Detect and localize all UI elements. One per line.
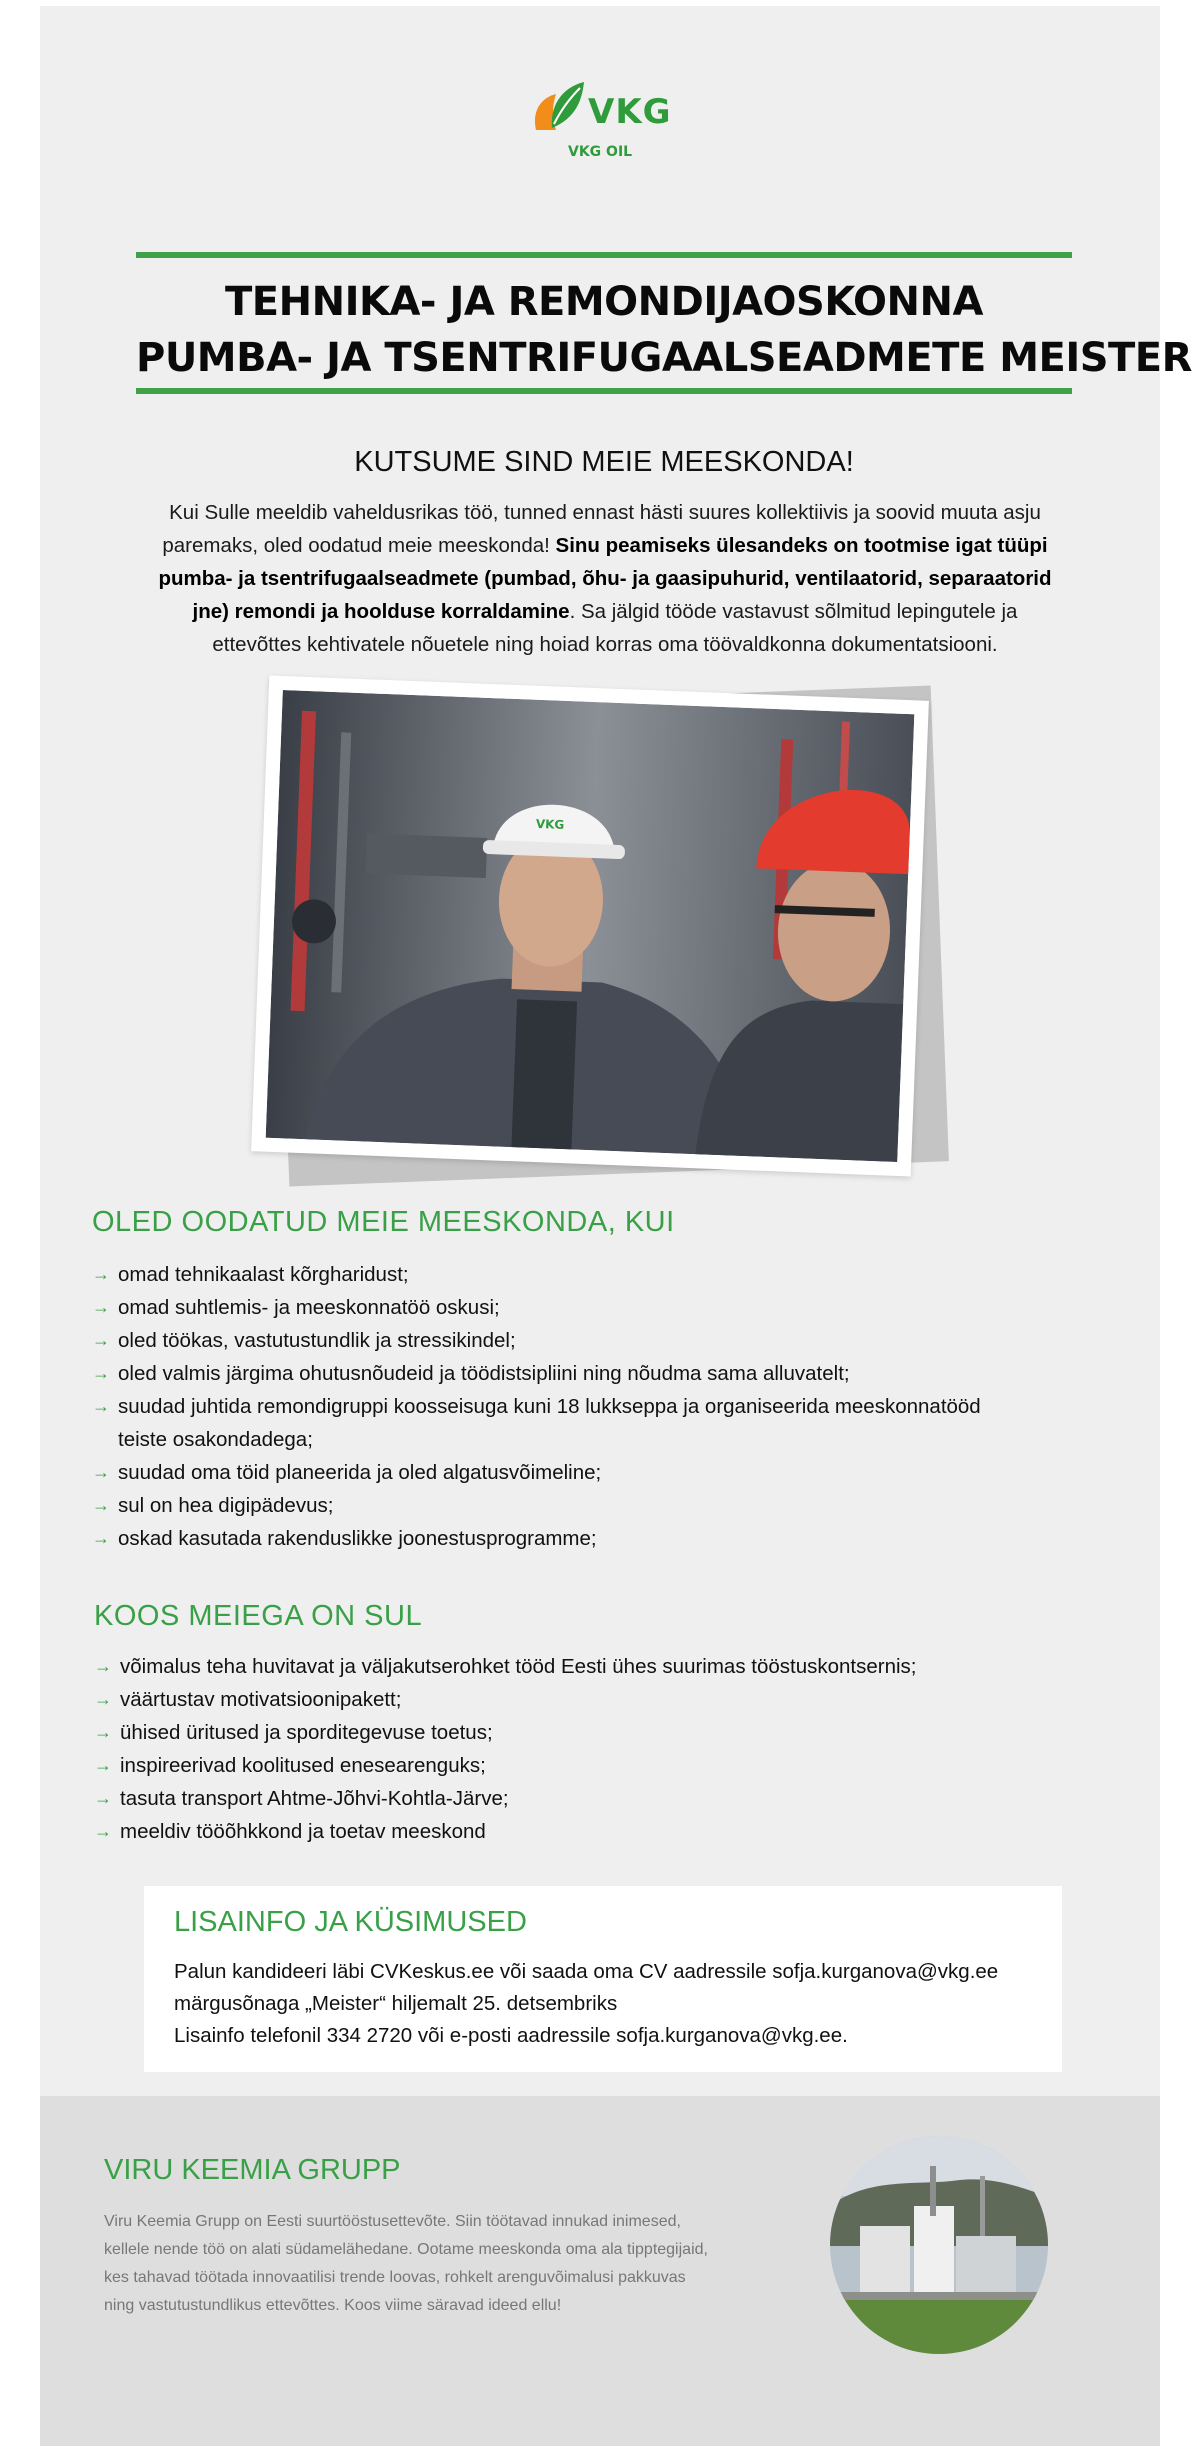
intro-text-bold: Sinu peamiseks ülesandeks on tootmise igat tüüpi pumba- ja tsentrifugaalseadmete (pumbad, õhu- ja gaasipuhurid, ventilaatorid, separaatorid jne) remondi ja hoolduse korraldamine (158, 534, 1052, 623)
list-item: → oled valmis järgima ohutusnõudeid ja töödistsipliini ning nõudma sama alluvatelt; (92, 1357, 992, 1390)
helmet-logo-text: VKG (535, 816, 565, 832)
leaf-logo-icon (530, 78, 586, 138)
workers-photo-image (266, 690, 915, 1162)
footer-heading: VIRU KEEMIA GRUPP (104, 2154, 401, 2186)
list-item: → meeldiv tööõhkkond ja toetav meeskond (94, 1815, 1054, 1848)
list-item: → suudad oma töid planeerida ja oled algatusvõimeline; (92, 1456, 992, 1489)
title-top-rule (136, 252, 1072, 258)
intro-text-start: Kui Sulle meeldib vaheldusrikas töö, tunned ennast hästi suures kollektiivis ja soovid muuta asju paremaks, oled oodatud meie meeskonda! (162, 501, 1041, 557)
list-item: → võimalus teha huvitavat ja väljakutserohket tööd Eesti ühes suurimas tööstuskontsernis; (94, 1650, 1054, 1683)
arrow-right-icon: → (92, 1330, 110, 1350)
arrow-right-icon: → (92, 1297, 110, 1317)
info-line-contact: Lisainfo telefonil 334 2720 või e-posti aadressile sofja.kurganova@vkg.ee. (174, 2024, 848, 2047)
job-ad-page (40, 6, 1192, 2446)
info-text (174, 1956, 1044, 2052)
arrow-right-icon: → (94, 1722, 112, 1742)
arrow-right-icon: → (94, 1689, 112, 1709)
arrow-right-icon: → (92, 1528, 110, 1548)
page-title (136, 274, 1192, 386)
arrow-right-icon: → (94, 1755, 112, 1775)
list-item: → omad tehnikaalast kõrgharidust; (92, 1258, 992, 1291)
intro-text-end: . Sa jälgid tööde vastavust sõlmitud lepingutele ja ettevõttes kehtivatele nõuetele ning hoiad korras oma töövaldkonna dokumentatsiooni. (212, 600, 1018, 656)
list-item: → väärtustav motivatsioonipakett; (94, 1683, 1054, 1716)
arrow-right-icon: → (92, 1462, 110, 1482)
requirements-heading: OLED OODATUD MEIE MEESKONDA, KUI (92, 1206, 675, 1238)
arrow-right-icon: → (94, 1788, 112, 1808)
arrow-right-icon: → (92, 1363, 110, 1383)
arrow-right-icon: → (92, 1264, 110, 1284)
logo-subtitle: VKG OIL (568, 144, 633, 160)
offer-heading: KOOS MEIEGA ON SUL (94, 1600, 423, 1632)
arrow-right-icon: → (92, 1495, 110, 1515)
list-item: → oskad kasutada rakenduslikke joonestusprogramme; (92, 1522, 992, 1555)
requirements-list (92, 1258, 992, 1555)
intro-paragraph (150, 496, 1060, 661)
info-line-deadline: märgusõnaga „Meister“ hiljemalt 25. detsembriks (174, 1992, 618, 2015)
list-item: → omad suhtlemis- ja meeskonnatöö oskusi; (92, 1291, 992, 1324)
list-item: → suudad juhtida remondigruppi koosseisuga kuni 18 lukkseppa ja organiseerida meeskonnatööd teiste osakondadega; (92, 1390, 992, 1456)
info-line-apply: Palun kandideeri läbi CVKeskus.ee või saada oma CV aadressile sofja.kurganova@vkg.ee (174, 1960, 999, 1983)
list-item: → inspireerivad koolitused enesearenguks; (94, 1749, 1054, 1782)
list-item: → oled töökas, vastutustundlik ja stressikindel; (92, 1324, 992, 1357)
footer-text: Viru Keemia Grupp on Eesti suurtööstusettevõte. Siin töötavad innukad inimesed, kellele nende töö on alati südamelähedane. Ootame meeskonda oma ala tipptegijaid, kes tahavad töötada innovaatilisi trende loovas, rohkelt arenguvõimalusi pakkuvas ning vastutustundlikus ettevõttes. Koos viime säravad ideed ellu! (104, 2213, 708, 2314)
invite-heading: KUTSUME SIND MEIE MEESKONDA! (354, 446, 854, 478)
list-item: → sul on hea digipädevus; (92, 1489, 992, 1522)
plant-photo (830, 2136, 1048, 2354)
logo-text: VKG (588, 92, 672, 132)
arrow-right-icon: → (94, 1656, 112, 1676)
company-footer (40, 2096, 1160, 2446)
arrow-right-icon: → (94, 1821, 112, 1841)
worker-photo (251, 676, 929, 1177)
arrow-right-icon: → (92, 1396, 110, 1416)
industrial-plant-image (830, 2136, 1048, 2354)
list-item: → tasuta transport Ahtme-Jõhvi-Kohtla-Järve; (94, 1782, 1054, 1815)
vkg-logo (530, 78, 670, 168)
list-item: → ühised üritused ja sporditegevuse toetus; (94, 1716, 1054, 1749)
title-line-2: PUMBA- JA TSENTRIFUGAALSEADMETE MEISTER (136, 335, 1192, 381)
title-line-1: TEHNIKA- JA REMONDIJAOSKONNA (225, 279, 983, 325)
contact-info-box (144, 1886, 1062, 2072)
info-heading: LISAINFO JA KÜSIMUSED (174, 1906, 527, 1938)
offer-list (94, 1650, 1054, 1848)
title-bottom-rule (136, 388, 1072, 394)
